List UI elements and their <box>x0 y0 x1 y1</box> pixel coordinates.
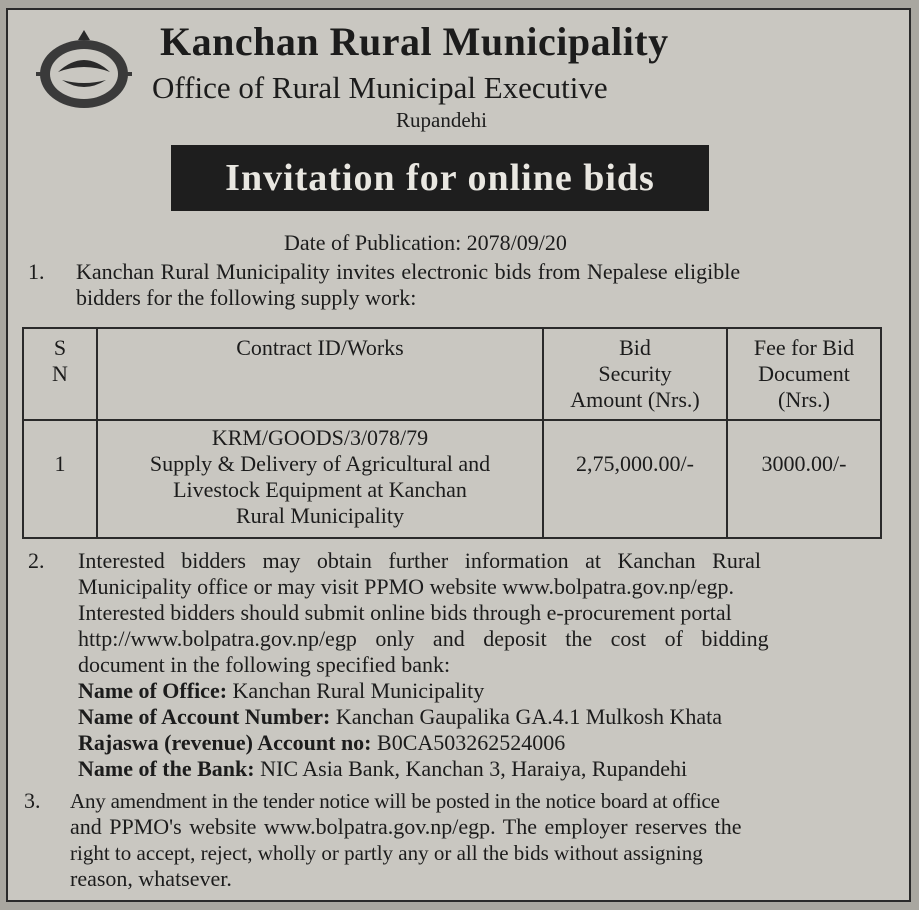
works-line: Supply & Delivery of Agricultural and <box>149 451 491 476</box>
section-3-number: 3. <box>24 788 41 813</box>
section-2-text <box>78 548 876 782</box>
header-fee-line: (Nrs.) <box>778 387 830 412</box>
district-name: Rupandehi <box>396 108 487 132</box>
table-header-row <box>23 328 881 420</box>
bank-name-value: NIC Asia Bank, Kanchan 3, Haraiya, Rupandehi <box>254 756 688 781</box>
section-2-number: 2. <box>28 548 45 573</box>
header-security-line: Bid <box>619 335 651 360</box>
cell-sn: 1 <box>23 420 97 538</box>
section-1-line: bidders for the following supply work: <box>76 285 417 310</box>
office-name-label: Name of Office: <box>78 678 228 703</box>
section-3-line: Any amendment in the tender notice will be posted in the notice board at office <box>70 789 720 813</box>
section-3-line: right to accept, reject, wholly or partly any or all the bids without assigning <box>70 841 703 865</box>
header-sn-line: N <box>52 361 68 386</box>
table-row <box>23 420 881 538</box>
section-2-line: document in the following specified bank: <box>78 652 451 677</box>
header-works <box>97 328 543 420</box>
header-fee-line: Fee for Bid <box>753 335 855 360</box>
header-sn-line: S <box>53 335 67 360</box>
publication-date: Date of Publication: 2078/09/20 <box>284 230 567 255</box>
header-security-line: Amount (Nrs.) <box>570 387 700 412</box>
section-2-line: Interested bidders may obtain further information at Kanchan Rural <box>78 548 762 573</box>
section-1-line: Kanchan Rural Municipality invites electronic bids from Nepalese eligible <box>76 259 741 284</box>
header-bid-security <box>543 328 727 420</box>
section-2-line: http://www.bolpatra.gov.np/egp only and deposit the cost of bidding <box>78 626 769 651</box>
municipality-title: Kanchan Rural Municipality <box>160 19 669 64</box>
cell-works <box>97 420 543 538</box>
section-1-number: 1. <box>28 259 45 284</box>
works-line: Rural Municipality <box>235 503 405 528</box>
header-fee-line: Document <box>758 361 850 386</box>
header-sn <box>23 328 97 420</box>
office-subtitle: Office of Rural Municipal Executive <box>152 70 608 105</box>
account-number-label: Rajaswa (revenue) Account no: <box>78 730 372 755</box>
office-name-value: Kanchan Rural Municipality <box>227 678 485 703</box>
works-line: Livestock Equipment at Kanchan <box>173 477 467 502</box>
municipality-emblem-icon <box>28 28 140 114</box>
account-name-line <box>78 704 876 730</box>
header-document-fee <box>727 328 881 420</box>
section-3-text <box>70 788 880 892</box>
notice-banner <box>171 145 709 211</box>
account-number-value: B0CA503262524006 <box>371 730 566 755</box>
section-3-line: and PPMO's website www.bolpatra.gov.np/egp. The employer reserves the <box>70 814 742 839</box>
account-name-value: Kanchan Gaupalika GA.4.1 Mulkosh Khata <box>330 704 722 729</box>
office-name-line <box>78 678 876 704</box>
account-number-line <box>78 730 876 756</box>
cell-bid-security: 2,75,000.00/- <box>543 420 727 538</box>
bid-table <box>22 327 882 539</box>
section-2-line: Interested bidders should submit online bids through e-procurement portal <box>78 600 732 625</box>
works-line: KRM/GOODS/3/078/79 <box>211 425 429 450</box>
cell-document-fee: 3000.00/- <box>727 420 881 538</box>
section-3-line: reason, whatsever. <box>70 866 232 891</box>
account-name-label: Name of Account Number: <box>78 704 331 729</box>
banner-text: Invitation for online bids <box>225 157 655 199</box>
section-1-text <box>76 259 876 311</box>
header-works-label: Contract ID/Works <box>236 335 404 360</box>
section-2-line: Municipality office or may visit PPMO website www.bolpatra.gov.np/egp. <box>78 574 735 599</box>
bank-name-line <box>78 756 876 782</box>
bank-name-label: Name of the Bank: <box>78 756 255 781</box>
header-security-line: Security <box>598 361 672 386</box>
